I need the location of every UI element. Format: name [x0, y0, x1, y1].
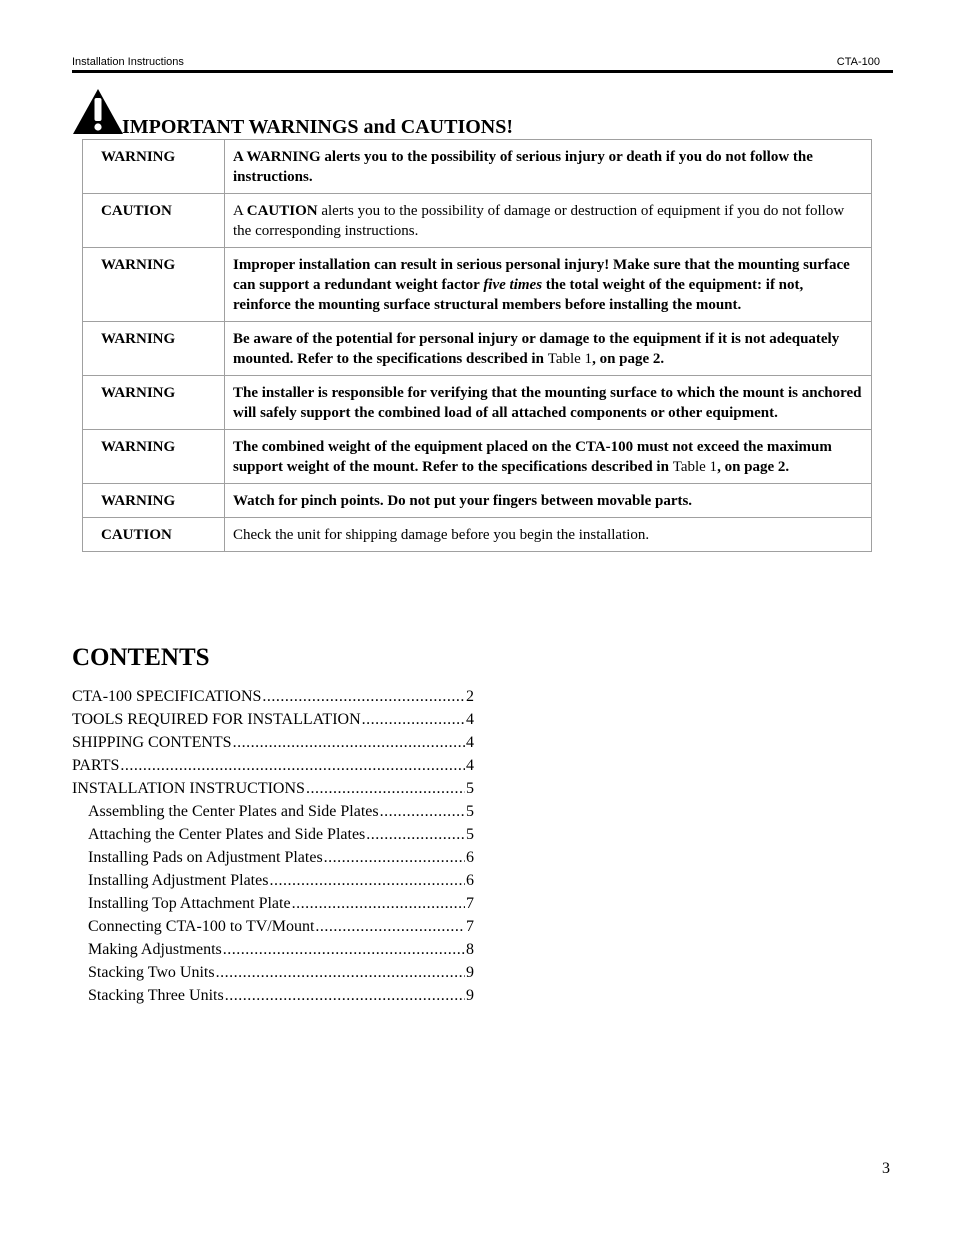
toc-entry-label: PARTS [72, 757, 120, 774]
toc-entry-label: Stacking Two Units [88, 964, 215, 981]
toc-dot-leader [306, 777, 465, 800]
toc-entry-label: Installing Pads on Adjustment Plates [88, 849, 323, 866]
toc-entry-label: Making Adjustments [88, 941, 222, 958]
warning-message-text: alerts you to the possibility of damage or destruction of equipment if you do not follow the corresponding instructions. [233, 203, 845, 239]
page-number: 3 [882, 1160, 890, 1177]
warning-type-label: WARNING [83, 140, 225, 194]
toc-entry-page: 9 [466, 964, 474, 981]
toc-entry[interactable] [72, 892, 474, 915]
toc-entry[interactable] [72, 915, 474, 938]
warning-message-text: Check the unit for shipping damage before you begin the installation. [233, 527, 650, 543]
toc-entry[interactable] [72, 961, 474, 984]
toc-entry-label: TOOLS REQUIRED FOR INSTALLATION [72, 711, 361, 728]
warning-message-text: The combined weight of the equipment placed on the CTA-100 must not exceed the maximum support weight of the mount. Refer to the specifications described in [233, 439, 832, 475]
warning-type-label: CAUTION [83, 194, 225, 248]
toc-entry[interactable] [72, 685, 474, 708]
toc-dot-leader [262, 685, 465, 708]
toc-entry-label: Attaching the Center Plates and Side Plates [88, 826, 366, 843]
warning-message-text: Improper installation can result in serious personal injury! Make sure that the mounting surface can support a redundant weight factor [233, 257, 850, 293]
warning-message [225, 484, 872, 518]
toc-entry-label: Stacking Three Units [88, 987, 224, 1004]
toc-dot-leader [324, 846, 465, 869]
toc-dot-leader [233, 731, 465, 754]
warning-message-text: , on page 2. [717, 459, 790, 475]
toc-entry-page: 5 [466, 780, 474, 797]
toc-dot-leader [216, 961, 465, 984]
toc-entry[interactable] [72, 754, 474, 777]
warning-message [225, 322, 872, 376]
toc-entry[interactable] [72, 777, 474, 800]
warning-row [83, 140, 872, 194]
toc-entry-label: CTA-100 SPECIFICATIONS [72, 688, 262, 705]
header-document-title: Installation Instructions [72, 56, 184, 68]
toc-entry-page: 4 [466, 734, 474, 751]
toc-entry-label: SHIPPING CONTENTS [72, 734, 232, 751]
toc-dot-leader [362, 708, 465, 731]
warnings-table [82, 139, 872, 552]
warning-message [225, 430, 872, 484]
toc-dot-leader [315, 915, 465, 938]
warning-message [225, 518, 872, 552]
warnings-heading [72, 88, 772, 138]
warning-message-text: the total weight of the equipment: if not, reinforce the mounting surface structural members before installing the mount. [233, 277, 804, 313]
toc-dot-leader [366, 823, 465, 846]
contents-title: CONTENTS [72, 644, 210, 671]
toc-entry-page: 6 [466, 849, 474, 866]
toc-entry[interactable] [72, 938, 474, 961]
warning-row [83, 518, 872, 552]
warning-type-label: WARNING [83, 484, 225, 518]
toc-entry-label: Installing Top Attachment Plate [88, 895, 291, 912]
warning-message-text: Be aware of the potential for personal injury or damage to the equipment if it is not adequately mounted. Refer to the specifications described in [233, 331, 840, 367]
toc-entry[interactable] [72, 846, 474, 869]
warning-message-text: , on page 2. [592, 351, 665, 367]
page-header [72, 56, 892, 70]
table-of-contents [72, 685, 474, 1007]
warnings-title: IMPORTANT WARNINGS and CAUTIONS! [122, 116, 514, 138]
warning-message [225, 376, 872, 430]
toc-entry[interactable] [72, 731, 474, 754]
toc-entry-page: 4 [466, 711, 474, 728]
toc-dot-leader [292, 892, 465, 915]
toc-entry-label: Assembling the Center Plates and Side Plates [88, 803, 379, 820]
warning-message-text: CAUTION [246, 203, 318, 219]
warning-message [225, 194, 872, 248]
toc-entry-page: 2 [466, 688, 474, 705]
warning-message-text: The installer is responsible for verifying that the mounting surface to which the mount is anchored will safely support the combined load of all attached components or other equipment. [233, 385, 862, 421]
warning-row [83, 248, 872, 322]
warning-row [83, 194, 872, 248]
warning-message [225, 248, 872, 322]
toc-entry[interactable] [72, 869, 474, 892]
warning-message-text: A WARNING alerts you to the possibility of serious injury or death if you do not follow the instructions. [233, 149, 813, 185]
toc-entry[interactable] [72, 823, 474, 846]
warning-row [83, 322, 872, 376]
toc-dot-leader [223, 938, 465, 961]
warning-type-label: WARNING [83, 322, 225, 376]
warning-row [83, 376, 872, 430]
toc-entry[interactable] [72, 800, 474, 823]
toc-entry[interactable] [72, 708, 474, 731]
header-model-number: CTA-100 [836, 56, 880, 68]
toc-entry-label: Installing Adjustment Plates [88, 872, 269, 889]
warning-type-label: WARNING [83, 248, 225, 322]
warning-message [225, 140, 872, 194]
warning-message-text: Table 1 [672, 459, 718, 475]
toc-entry-label: INSTALLATION INSTRUCTIONS [72, 780, 305, 797]
warning-row [83, 430, 872, 484]
warning-triangle-icon [72, 88, 124, 136]
toc-entry-page: 5 [466, 803, 474, 820]
toc-entry-page: 6 [466, 872, 474, 889]
toc-entry-page: 7 [466, 895, 474, 912]
toc-entry-page: 8 [466, 941, 474, 958]
toc-entry-label: Connecting CTA-100 to TV/Mount [88, 918, 315, 935]
toc-entry-page: 5 [466, 826, 474, 843]
warning-message-text: Table 1 [547, 351, 593, 367]
toc-entry-page: 9 [466, 987, 474, 1004]
warning-type-label: WARNING [83, 376, 225, 430]
warning-message-text: Watch for pinch points. Do not put your fingers between movable parts. [233, 493, 693, 509]
toc-dot-leader [269, 869, 465, 892]
toc-dot-leader [380, 800, 465, 823]
toc-dot-leader [225, 984, 465, 1007]
header-divider [72, 70, 893, 73]
warning-message-text: A [233, 203, 247, 219]
warning-type-label: WARNING [83, 430, 225, 484]
warning-type-label: CAUTION [83, 518, 225, 552]
toc-entry[interactable] [72, 984, 474, 1007]
warning-message-text: five times [483, 277, 543, 293]
toc-entry-page: 7 [466, 918, 474, 935]
toc-entry-page: 4 [466, 757, 474, 774]
toc-dot-leader [120, 754, 465, 777]
warning-row [83, 484, 872, 518]
